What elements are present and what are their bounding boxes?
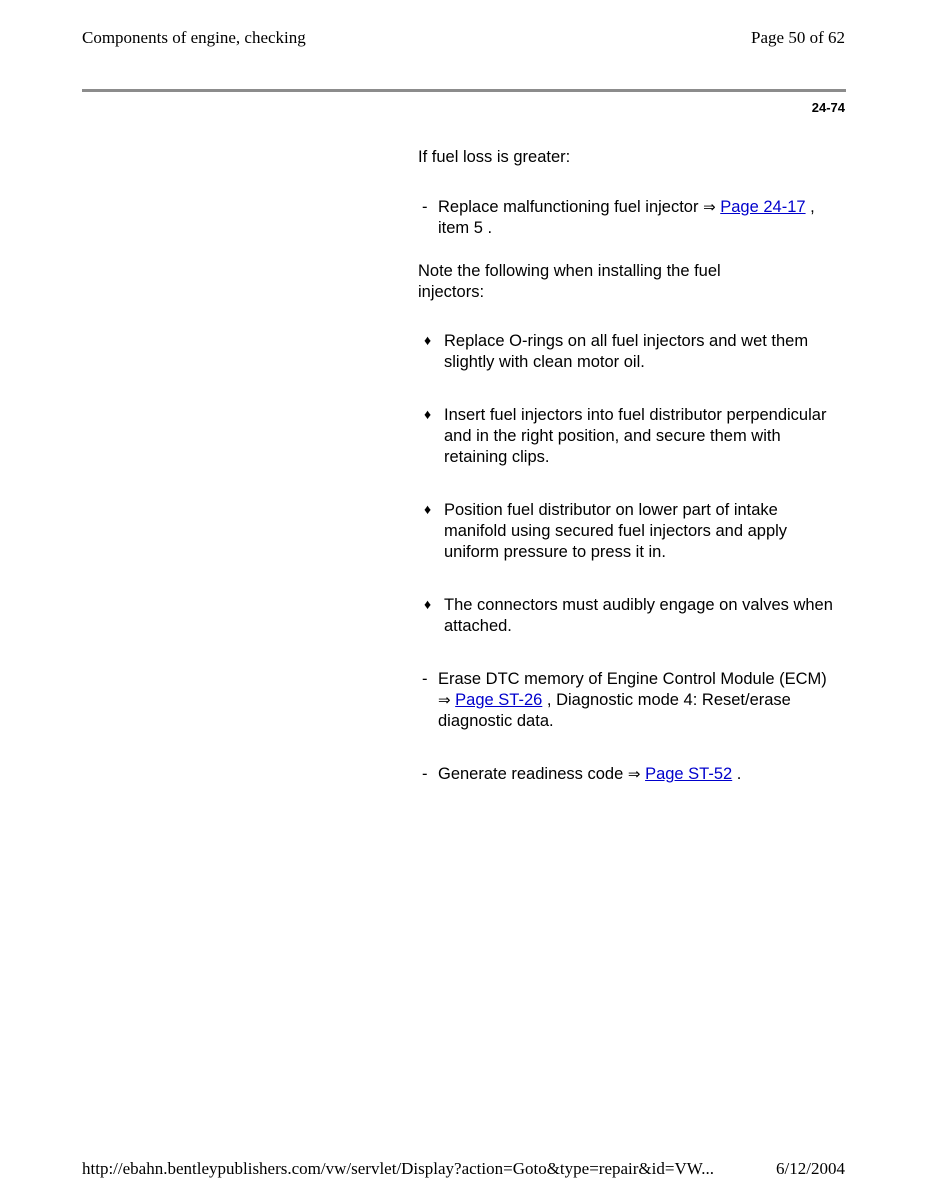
- step-text-suffix: , item 5 .: [438, 198, 815, 237]
- page-indicator: Page 50 of 62: [751, 28, 845, 47]
- page-24-17-link[interactable]: Page 24-17: [720, 198, 806, 216]
- step-replace-injector: [418, 197, 838, 239]
- bullet-text: Replace O-rings on all fuel injectors and wet them slightly with clean motor oil.: [444, 332, 809, 371]
- step-text: Generate readiness code: [438, 765, 624, 783]
- step-text-suffix: , Diagnostic mode 4: Reset/erase diagnostic data.: [438, 691, 791, 730]
- source-url: http://ebahn.bentleypublishers.com/vw/servlet/Display?action=Goto&type=repair&id=VW...: [82, 1159, 714, 1178]
- intro-text: If fuel loss is greater:: [418, 148, 571, 166]
- document-title: Components of engine, checking: [82, 28, 306, 47]
- bullet-item: [418, 595, 838, 637]
- diamond-bullet-icon: ♦: [424, 501, 432, 517]
- print-date: 6/12/2004: [776, 1159, 845, 1178]
- arrow-icon: ⇒: [438, 692, 451, 709]
- bullet-text: The connectors must audibly engage on valves when attached.: [444, 596, 833, 635]
- diamond-bullet-icon: ♦: [424, 596, 432, 612]
- bullet-item: [418, 331, 838, 373]
- page-st-26-link[interactable]: Page ST-26: [455, 691, 543, 709]
- dash-marker: -: [422, 198, 428, 216]
- diamond-bullet-icon: ♦: [424, 406, 432, 422]
- dash-marker: -: [422, 670, 428, 688]
- dash-marker: -: [422, 765, 428, 783]
- procedure-content: [418, 147, 838, 785]
- diamond-bullet-icon: ♦: [424, 332, 432, 348]
- note-text: Note the following when installing the fuel injectors:: [418, 262, 721, 301]
- page-st-52-link[interactable]: Page ST-52: [645, 765, 733, 783]
- arrow-icon: ⇒: [627, 766, 641, 783]
- header-divider: [82, 89, 846, 92]
- arrow-icon: ⇒: [703, 199, 716, 216]
- bullet-text: Position fuel distributor on lower part of intake manifold using secured fuel injectors and apply uniform pressure to press it in.: [444, 501, 788, 561]
- bullet-item: [418, 500, 838, 563]
- step-erase-dtc: [418, 669, 828, 732]
- bullet-item: [418, 405, 838, 468]
- step-text: Erase DTC memory of Engine Control Module (ECM): [438, 670, 827, 688]
- step-text: Replace malfunctioning fuel injector: [438, 198, 699, 216]
- bullet-text: Insert fuel injectors into fuel distributor perpendicular and in the right position, and secure them with retaining clips.: [444, 406, 827, 466]
- step-readiness-code: [418, 764, 838, 785]
- step-text-suffix: .: [736, 765, 742, 783]
- section-page-number: 24-74: [811, 100, 845, 115]
